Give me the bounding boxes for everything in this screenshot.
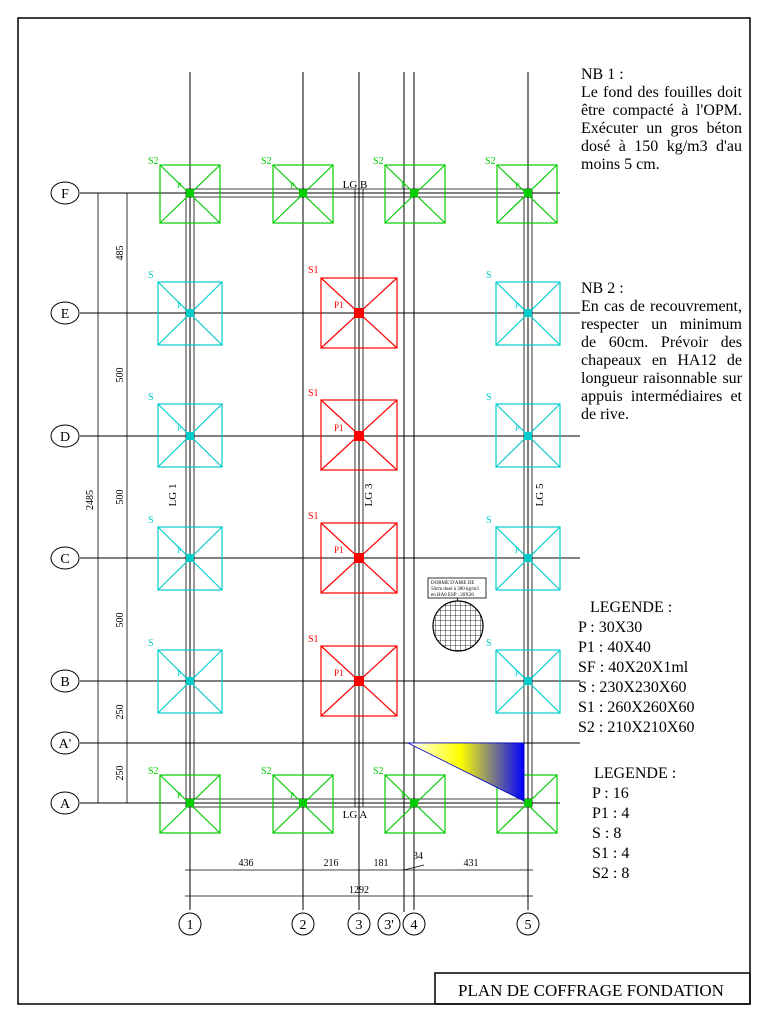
- column-bubbles: [179, 913, 539, 935]
- label-p: P: [177, 791, 182, 800]
- post-p1: [354, 431, 364, 441]
- post-p1: [354, 553, 364, 563]
- row-label: A': [58, 737, 72, 752]
- row-label: C: [60, 552, 70, 567]
- label-s1: S1: [308, 265, 319, 276]
- beam-label-lga: LG A: [342, 809, 368, 821]
- post-p: [410, 189, 418, 197]
- dim-segment: 216: [323, 858, 339, 869]
- legend-item: P : 16: [592, 785, 629, 802]
- label-p1: P1: [334, 300, 344, 310]
- dim-total-horizontal: 1292: [349, 885, 369, 896]
- label-s: S: [148, 515, 154, 526]
- note-nb1-text: Le fond des fouilles doit être compacté à l'OPM. Exécuter un gros béton dosé à 150 kg/m3 d'au moins 5 cm.: [581, 84, 742, 173]
- label-s: S: [486, 392, 492, 403]
- row-label: A: [59, 797, 71, 812]
- post-p: [186, 554, 194, 562]
- footing-s2: [385, 165, 445, 223]
- row-bubble-f: [51, 182, 79, 204]
- note-nb2-text: En cas de recouvrement, respecter un minimum de 60cm. Prévoir des chapeaux en HA12 de longueur raisonnable sur appuis intermédiaires et de rive.: [581, 298, 742, 423]
- label-p: P: [177, 546, 182, 555]
- label-p: P: [290, 791, 295, 800]
- legend-counts-title: LEGENDE :: [594, 765, 677, 782]
- mesh-circle-symbol: [433, 601, 483, 651]
- slab-gradient-wedge: [408, 743, 524, 801]
- legend-item: S1 : 4: [592, 845, 630, 862]
- column-label: 4: [410, 918, 418, 933]
- row-bubble-a-prime: [51, 732, 79, 754]
- label-p: P: [515, 301, 520, 310]
- post-p: [524, 432, 532, 440]
- dim-segment: 436: [238, 858, 254, 869]
- row-bubble-e: [51, 302, 79, 324]
- label-p1: P1: [334, 668, 344, 678]
- label-s2: S2: [373, 156, 384, 167]
- label-s: S: [486, 270, 492, 281]
- column-label: 1: [186, 918, 194, 933]
- column-bubble-3: [348, 913, 370, 935]
- legend-item: S2 : 8: [592, 865, 630, 882]
- vertical-dimension-labels: [85, 246, 126, 781]
- label-p: P: [401, 791, 406, 800]
- label-s: S: [486, 638, 492, 649]
- dim-segment: 250: [115, 765, 126, 781]
- label-s: S: [486, 515, 492, 526]
- label-p: P: [177, 181, 182, 190]
- post-p1: [354, 308, 364, 318]
- label-s: S: [148, 392, 154, 403]
- dim-segment: 181: [373, 858, 389, 869]
- label-s2: S2: [261, 766, 272, 777]
- vertical-grid-lines: [190, 72, 528, 912]
- label-s2: S2: [148, 156, 159, 167]
- beam-label-lg3: LG 3: [363, 483, 375, 507]
- column-bubble-5: [517, 913, 539, 935]
- footing-s2: [497, 165, 557, 223]
- slab-note-line: DORME D'AIRE DE: [431, 581, 475, 586]
- row-bubble-d: [51, 425, 79, 447]
- column-label: 2: [299, 918, 307, 933]
- post-p: [524, 309, 532, 317]
- legend-item: S : 230X230X60: [578, 679, 687, 696]
- row-bubble-a: [51, 792, 79, 814]
- dim-segment: 500: [115, 612, 126, 628]
- legend-sizes-title: LEGENDE :: [590, 599, 673, 616]
- post-p: [186, 677, 194, 685]
- row-label: B: [60, 675, 70, 690]
- dim-segment: 34: [413, 851, 423, 862]
- beam-label-lgb: LG B: [342, 179, 368, 191]
- dim-segment: 431: [463, 858, 479, 869]
- column-label: 3': [384, 918, 394, 933]
- label-p: P: [177, 301, 182, 310]
- row-label: D: [59, 430, 71, 445]
- post-p: [524, 554, 532, 562]
- legend-item: P1 : 40X40: [578, 639, 651, 656]
- post-p1: [354, 676, 364, 686]
- label-p1: P1: [334, 423, 344, 433]
- legend-item: P1 : 4: [592, 805, 630, 822]
- post-p: [186, 189, 194, 197]
- legend-item: S1 : 260X260X60: [578, 699, 695, 716]
- column-label: 5: [524, 918, 532, 933]
- label-s: S: [148, 638, 154, 649]
- s1-labels: [308, 265, 344, 678]
- label-s2: S2: [261, 156, 272, 167]
- post-p: [186, 799, 194, 807]
- post-p: [524, 189, 532, 197]
- note-nb1-title: NB 1 :: [581, 66, 624, 83]
- label-p: P: [177, 669, 182, 678]
- label-p: P: [177, 424, 182, 433]
- row-label: F: [61, 187, 69, 202]
- post-p: [524, 677, 532, 685]
- beam-label-lg1: LG 1: [167, 483, 179, 507]
- footing-s2: [385, 775, 445, 833]
- legend-item: P : 30X30: [578, 619, 643, 636]
- post-p: [299, 189, 307, 197]
- row-bubble-c: [51, 547, 79, 569]
- dim-total-vertical: 2485: [85, 490, 96, 510]
- dim-segment: 250: [115, 704, 126, 720]
- label-p1: P1: [334, 545, 344, 555]
- post-p: [410, 799, 418, 807]
- label-s: S: [148, 270, 154, 281]
- horizontal-grid-lines: [80, 193, 580, 803]
- legend-item: S : 8: [592, 825, 622, 842]
- label-p: P: [515, 669, 520, 678]
- row-label: E: [60, 307, 70, 322]
- post-p: [186, 309, 194, 317]
- slab-note-line: 50cm dosé à 300 kg/m3: [431, 587, 479, 592]
- dim-segment: 500: [115, 489, 126, 505]
- label-s1: S1: [308, 511, 319, 522]
- label-s1: S1: [308, 634, 319, 645]
- label-s2: S2: [373, 766, 384, 777]
- legend-item: SF : 40X20X1ml: [578, 659, 689, 676]
- post-p: [186, 432, 194, 440]
- legend-item: S2 : 210X210X60: [578, 719, 695, 736]
- column-bubble-3-prime: [378, 913, 400, 935]
- note-nb2-title: NB 2 :: [581, 280, 624, 297]
- column-bubble-1: [179, 913, 201, 935]
- note-nb2: [581, 280, 742, 424]
- column-label: 3: [355, 918, 363, 933]
- label-p: P: [515, 424, 520, 433]
- slab-note-line: en HA6 ESP : 20X20: [431, 593, 474, 598]
- row-bubbles: [51, 182, 79, 814]
- label-p: P: [401, 181, 406, 190]
- legend-sizes: [578, 598, 748, 738]
- dim-segment: 500: [115, 367, 126, 383]
- label-s2: S2: [148, 766, 159, 777]
- post-p: [524, 799, 532, 807]
- column-bubble-4: [403, 913, 425, 935]
- post-p: [299, 799, 307, 807]
- label-s2: S2: [485, 156, 496, 167]
- beam-label-lg5: LG 5: [534, 483, 546, 507]
- label-p: P: [515, 546, 520, 555]
- row-bubble-b: [51, 670, 79, 692]
- vertical-dimensions: [93, 193, 133, 803]
- column-bubble-2: [292, 913, 314, 935]
- dim-segment: 485: [115, 245, 126, 261]
- legend-counts: [578, 764, 748, 884]
- label-p: P: [515, 181, 520, 190]
- note-nb1: [581, 66, 742, 174]
- label-s1: S1: [308, 388, 319, 399]
- drawing-title: PLAN DE COFFRAGE FONDATION: [458, 981, 724, 1000]
- slab-note-text: [431, 581, 479, 598]
- label-p: P: [290, 181, 295, 190]
